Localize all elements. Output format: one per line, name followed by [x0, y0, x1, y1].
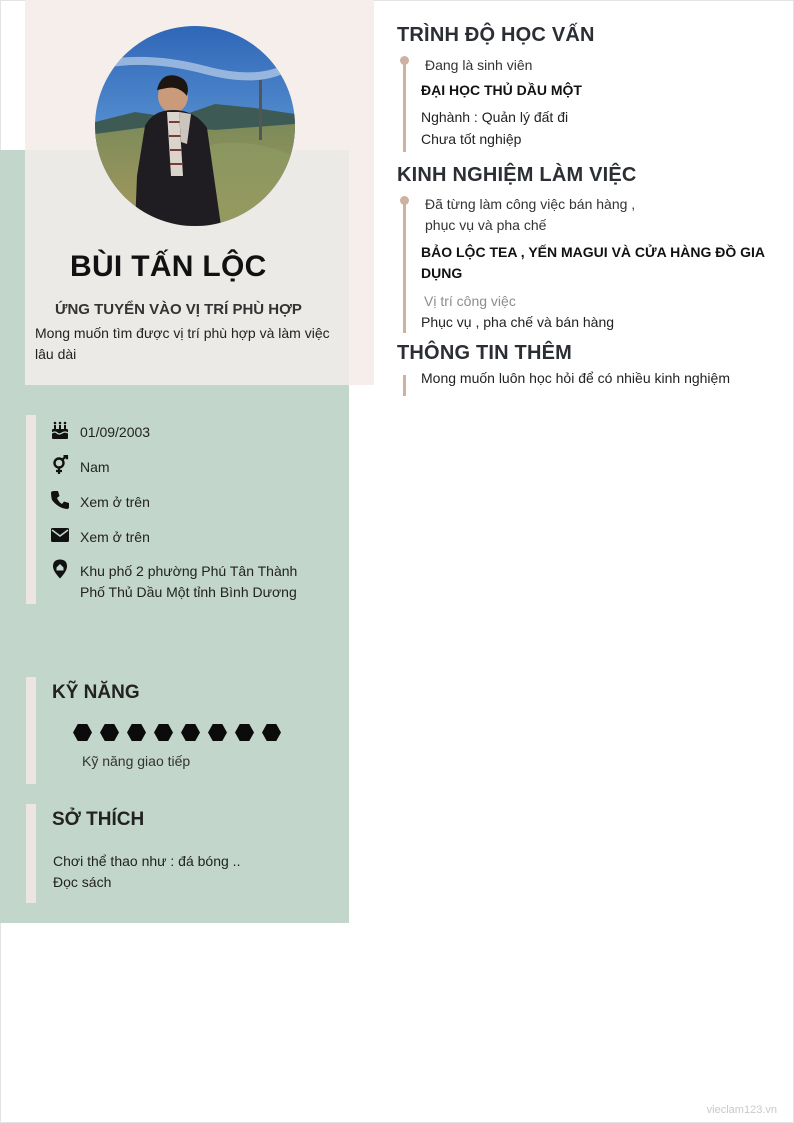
- hobbies-title: SỞ THÍCH: [52, 809, 145, 830]
- experience-role-label: Vị trí công việc: [424, 293, 516, 309]
- experience-company-line-1: BẢO LỘC TEA , YẾN MAGUI VÀ CỬA HÀNG ĐỒ GIA: [421, 244, 765, 260]
- skill-rating-dot: [262, 724, 281, 741]
- experience-company-line-2: DỤNG: [421, 265, 463, 281]
- extra-info-text: Mong muốn luôn học hỏi để có nhiều kinh nghiệm: [421, 370, 730, 386]
- birthday-value: 01/09/2003: [80, 424, 151, 440]
- skills-title: KỸ NĂNG: [52, 682, 140, 703]
- gender-icon: [50, 455, 70, 475]
- candidate-name: BÙI TẤN LỘC: [70, 250, 267, 283]
- education-major: Nghành : Quản lý đất đi: [421, 109, 569, 125]
- skill-rating-dot: [73, 724, 92, 741]
- gender-row: [50, 455, 110, 475]
- experience-title: KINH NGHIỆM LÀM VIỆC: [397, 164, 637, 186]
- address-row: [50, 559, 298, 600]
- location-pin-icon: [50, 559, 70, 579]
- skill-rating: [73, 724, 281, 741]
- skill-rating-dot: [154, 724, 173, 741]
- education-graduation: Chưa tốt nghiệp: [421, 131, 522, 147]
- skill-rating-dot: [208, 724, 227, 741]
- experience-summary-line-2: phục vụ và pha chế: [425, 217, 547, 233]
- email-value: Xem ở trên: [80, 529, 150, 545]
- address-line-2: Phố Thủ Dầu Một tỉnh Bình Dương: [80, 584, 297, 600]
- experience-timeline-dot: [400, 196, 409, 205]
- hobbies-text: [53, 851, 240, 893]
- hobby-line-1: Chơi thể thao như : đá bóng ..: [53, 853, 241, 869]
- watermark: vieclam123.vn: [706, 1104, 777, 1116]
- gender-value: Nam: [80, 459, 110, 475]
- skill-rating-dot: [127, 724, 146, 741]
- birthday-row: [50, 420, 151, 440]
- extra-info-timeline: [403, 375, 406, 396]
- email-icon: [50, 525, 70, 545]
- experience-timeline: [403, 200, 406, 333]
- phone-row: [50, 490, 150, 510]
- address-value: [80, 561, 297, 603]
- experience-summary-line-1: Đã từng làm công việc bán hàng ,: [425, 196, 636, 212]
- contact-accent-bar: [26, 415, 36, 604]
- hobby-line-2: Đọc sách: [53, 874, 112, 890]
- skill-name: Kỹ năng giao tiếp: [82, 753, 191, 769]
- skill-rating-dot: [181, 724, 200, 741]
- skills-accent-bar: [26, 677, 36, 784]
- experience-summary: [425, 194, 635, 236]
- email-row: [50, 525, 150, 545]
- education-timeline: [403, 60, 406, 152]
- extra-info-title: THÔNG TIN THÊM: [397, 342, 573, 364]
- experience-role: Phục vụ , pha chế và bán hàng: [421, 314, 615, 330]
- skill-rating-dot: [235, 724, 254, 741]
- phone-value: Xem ở trên: [80, 494, 150, 510]
- avatar: [95, 26, 295, 226]
- education-timeline-dot: [400, 56, 409, 65]
- education-school: ĐẠI HỌC THỦ DẦU MỘT: [421, 82, 582, 98]
- avatar-photo: [95, 26, 295, 226]
- address-line-1: Khu phố 2 phường Phú Tân Thành: [80, 563, 298, 579]
- experience-company: [421, 242, 765, 284]
- hobbies-accent-bar: [26, 804, 36, 903]
- position-title: ỨNG TUYỂN VÀO VỊ TRÍ PHÙ HỢP: [55, 301, 302, 318]
- skill-rating-dot: [100, 724, 119, 741]
- birthday-cake-icon: [50, 420, 70, 440]
- education-title: TRÌNH ĐỘ HỌC VẤN: [397, 24, 595, 46]
- career-goal: Mong muốn tìm được vị trí phù hợp và làm việc lâu dài: [35, 325, 330, 362]
- phone-icon: [50, 490, 70, 510]
- education-status: Đang là sinh viên: [425, 57, 533, 73]
